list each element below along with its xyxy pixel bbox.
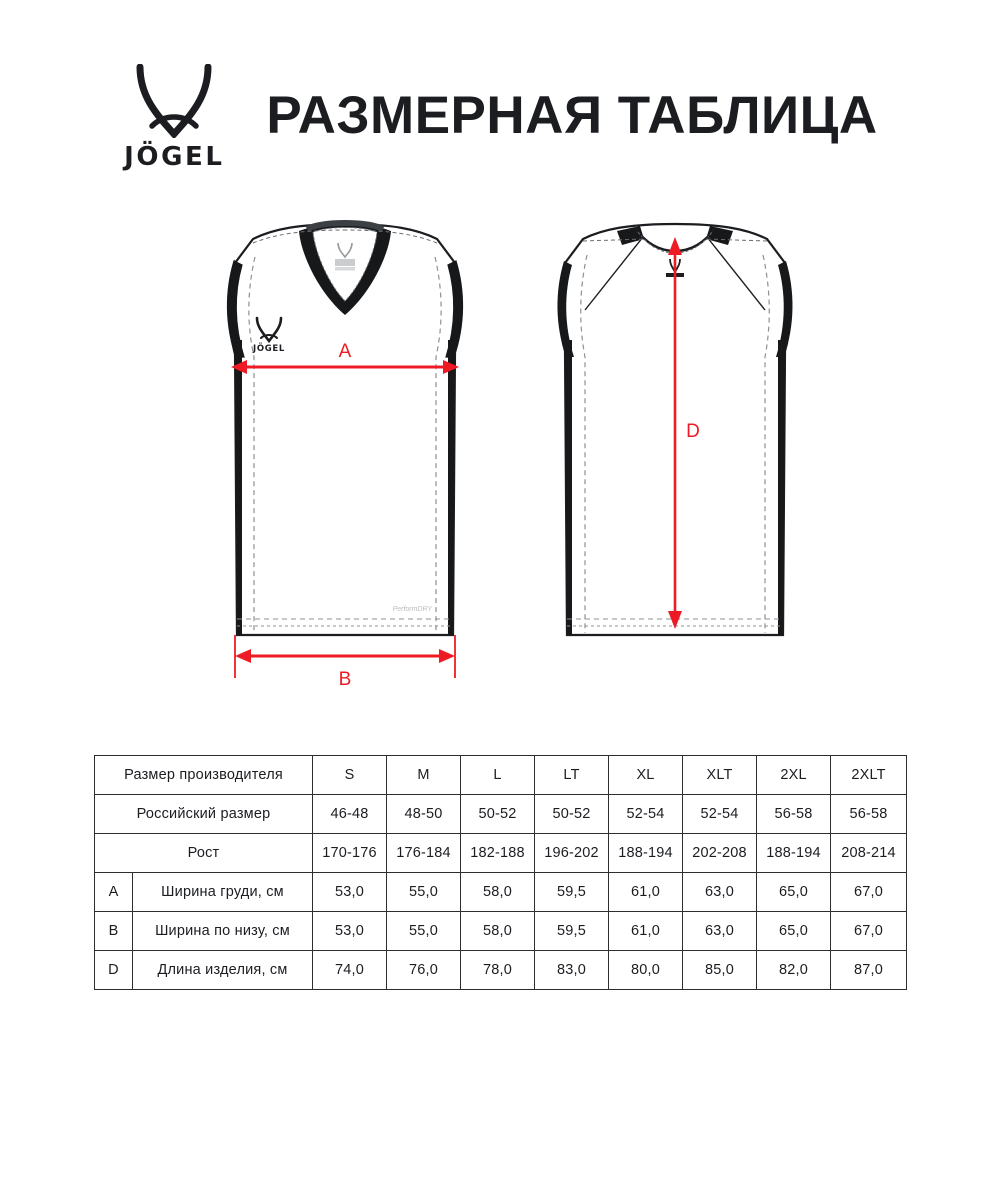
cell-chest-width-0: 53,0 [313,873,387,912]
cell-length-0: 74,0 [313,951,387,990]
cell-height-5: 202-208 [683,834,757,873]
row-label-russian-size: Российский размер [95,795,313,834]
row-code-bottom-width: B [95,912,133,951]
cell-chest-width-5: 63,0 [683,873,757,912]
cell-bottom-width-3: 59,5 [535,912,609,951]
cell-russian-size-6: 56-58 [757,795,831,834]
row-code-length: D [95,951,133,990]
cell-height-3: 196-202 [535,834,609,873]
cell-bottom-width-7: 67,0 [831,912,907,951]
cell-length-4: 80,0 [609,951,683,990]
page-header [0,58,1000,178]
cell-bottom-width-1: 55,0 [387,912,461,951]
cell-manufacturer-size-6: 2XL [757,756,831,795]
cell-manufacturer-size-5: XLT [683,756,757,795]
cell-height-4: 188-194 [609,834,683,873]
row-code-chest-width: A [95,873,133,912]
cell-manufacturer-size-0: S [313,756,387,795]
cell-length-7: 87,0 [831,951,907,990]
measure-a-label: A [338,341,352,362]
jersey-back-view [525,215,825,715]
cell-chest-width-3: 59,5 [535,873,609,912]
cell-bottom-width-0: 53,0 [313,912,387,951]
measure-b-label: B [338,669,352,690]
cell-height-1: 176-184 [387,834,461,873]
cell-height-6: 188-194 [757,834,831,873]
cell-manufacturer-size-7: 2XLT [831,756,907,795]
row-label-chest-width: Ширина груди, см [133,873,313,912]
cell-length-6: 82,0 [757,951,831,990]
cell-height-7: 208-214 [831,834,907,873]
cell-height-0: 170-176 [313,834,387,873]
cell-bottom-width-4: 61,0 [609,912,683,951]
cell-manufacturer-size-4: XL [609,756,683,795]
cell-length-2: 78,0 [461,951,535,990]
cell-chest-width-1: 55,0 [387,873,461,912]
jogel-wordmark: JÖGEL [124,142,225,172]
cell-russian-size-5: 52-54 [683,795,757,834]
svg-text:JÖGEL: JÖGEL [252,344,286,354]
cell-bottom-width-5: 63,0 [683,912,757,951]
row-label-bottom-width: Ширина по низу, см [133,912,313,951]
size-table [94,755,907,990]
cell-chest-width-2: 58,0 [461,873,535,912]
jogel-logo-icon [136,64,212,138]
cell-bottom-width-6: 65,0 [757,912,831,951]
cell-russian-size-1: 48-50 [387,795,461,834]
size-table-container [94,755,906,990]
cell-bottom-width-2: 58,0 [461,912,535,951]
cell-chest-width-4: 61,0 [609,873,683,912]
jogel-logo [122,64,226,172]
cell-length-5: 85,0 [683,951,757,990]
measure-b-dimension [235,635,455,690]
table-row-bottom-width [95,912,907,951]
cell-manufacturer-size-2: L [461,756,535,795]
table-row-height [95,834,907,873]
cell-manufacturer-size-1: M [387,756,461,795]
page-title: РАЗМЕРНАЯ ТАБЛИЦА [266,85,878,145]
table-row-manufacturer-size [95,756,907,795]
cell-russian-size-0: 46-48 [313,795,387,834]
jersey-illustrations [0,215,1000,715]
row-label-height: Рост [95,834,313,873]
cell-russian-size-7: 56-58 [831,795,907,834]
table-row-russian-size [95,795,907,834]
table-row-length [95,951,907,990]
cell-chest-width-7: 67,0 [831,873,907,912]
cell-russian-size-2: 50-52 [461,795,535,834]
cell-length-1: 76,0 [387,951,461,990]
row-label-length: Длина изделия, см [133,951,313,990]
cell-manufacturer-size-3: LT [535,756,609,795]
performdry-hem-text: PerformDRY [392,606,432,613]
brand-block [122,64,877,172]
jersey-front-view [195,215,495,715]
table-row-chest-width [95,873,907,912]
cell-length-3: 83,0 [535,951,609,990]
cell-russian-size-4: 52-54 [609,795,683,834]
measure-d-label: D [686,421,700,442]
cell-height-2: 182-188 [461,834,535,873]
cell-russian-size-3: 50-52 [535,795,609,834]
row-label-manufacturer-size: Размер производителя [95,756,313,795]
cell-chest-width-6: 65,0 [757,873,831,912]
